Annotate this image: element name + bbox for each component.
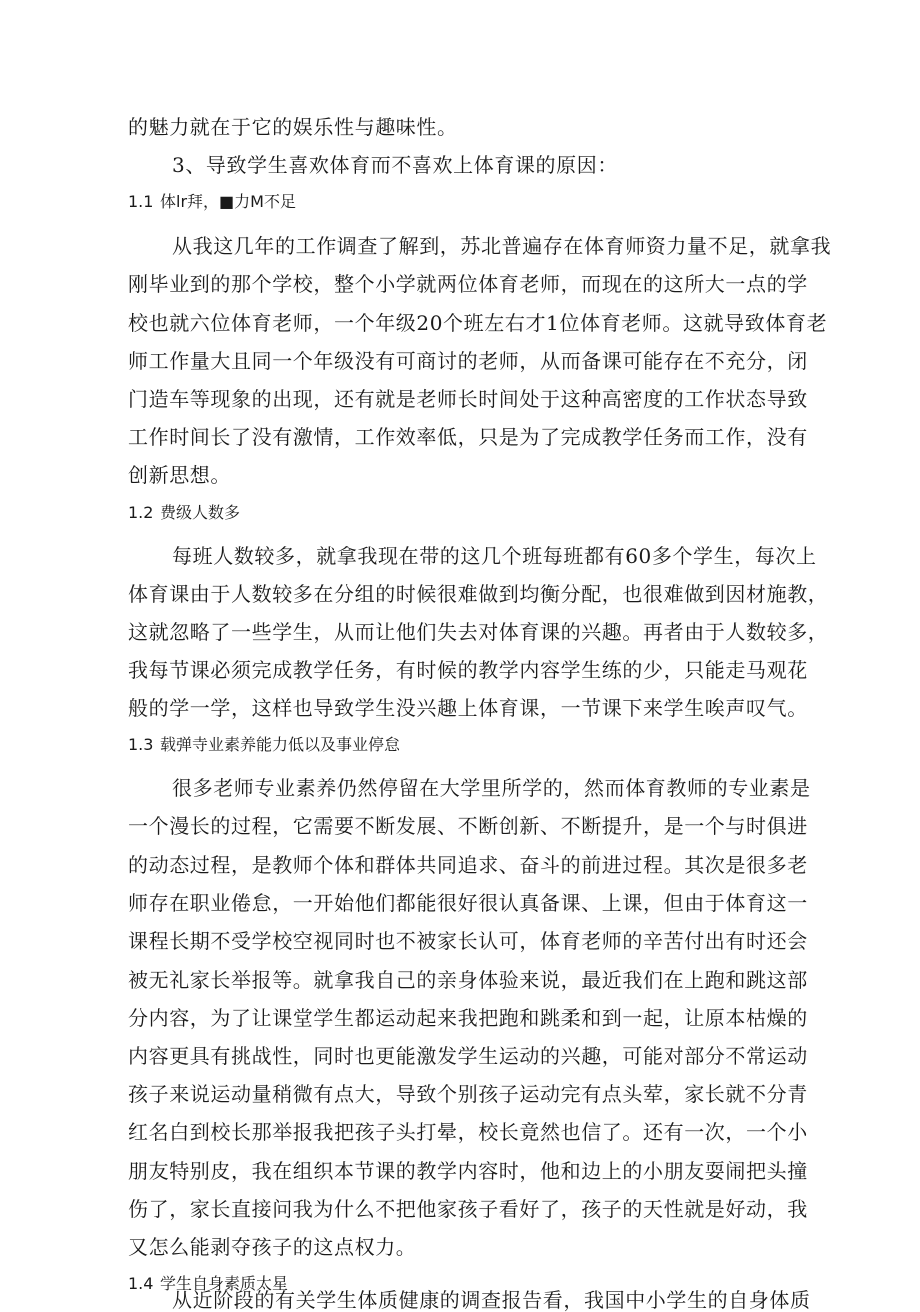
- paragraph-line: 红名白到校长那举报我把孩子头打晕，校长竟然也信了。还有一次，一个小: [128, 1120, 808, 1144]
- paragraph-line: 又怎么能剥夺孩子的这点权力。: [128, 1235, 417, 1259]
- section-3-title: 3、导致学生喜欢体育而不喜欢上体育课的原因：: [172, 153, 618, 177]
- heading-number: 1.1: [128, 192, 154, 211]
- heading-1-1: [128, 194, 296, 210]
- paragraph-line: 体育课由于人数较多在分组的时候很难做到均衡分配，也很难做到因材施教，: [128, 582, 829, 606]
- heading-1-3: [128, 737, 400, 753]
- heading-title: 费级人数多: [160, 503, 241, 522]
- paragraph-line: 我每节课必须完成教学任务，有时候的教学内容学生练的少，只能走马观花: [128, 658, 808, 682]
- paragraph-line: 孩子来说运动量稍微有点大，导致个别孩子运动完有点头荤，家长就不分青: [128, 1082, 808, 1106]
- heading-title: 载弹寺业素养能力低以及事业停怠: [160, 735, 401, 754]
- paragraph-line: 师存在职业倦怠，一开始他们都能很好很认真备课、上课，但由于体育这一: [128, 891, 808, 915]
- paragraph-line: 很多老师专业素养仍然停留在大学里所学的，然而体育教师的专业素是: [172, 776, 811, 800]
- paragraph-line: 这就忽略了一些学生，从而让他们失去对体育课的兴趣。再者由于人数较多，: [128, 620, 829, 644]
- paragraph-line: 从近阶段的有关学生体质健康的调查报告看，我国中小学生的自身体质: [172, 1288, 811, 1312]
- intro-line: 的魅力就在于它的娱乐性与趣味性。: [128, 115, 458, 139]
- paragraph-line: 创新思想。: [128, 463, 231, 487]
- paragraph-line: 般的学一学，这样也导致学生没兴趣上体育课，一节课下来学生唉声叹气。: [128, 696, 808, 720]
- heading-number: 1.3: [128, 735, 154, 754]
- paragraph-line: 课程长期不受学校空视同时也不被家长认可，体育老师的辛苦付出有时还会: [128, 929, 808, 953]
- paragraph-line: 刚毕业到的那个学校，整个小学就两位体育老师，而现在的这所大一点的学: [128, 272, 808, 296]
- paragraph-line: 内容更具有挑战性，同时也更能激发学生运动的兴趣，可能对部分不常运动: [128, 1044, 808, 1068]
- heading-title: 体lr拜，■力M不足: [160, 192, 296, 211]
- paragraph-line: 朋友特别皮，我在组织本节课的教学内容时，他和边上的小朋友耍闹把头撞: [128, 1159, 808, 1183]
- paragraph-line: 被无礼家长举报等。就拿我自己的亲身体验来说，最近我们在上跑和跳这部: [128, 968, 808, 992]
- heading-number: 1.4: [128, 1274, 154, 1293]
- paragraph-line: 工作时间长了没有激情，工作效率低，只是为了完成教学任务而工作，没有: [128, 425, 808, 449]
- heading-number: 1.2: [128, 503, 154, 522]
- paragraph-line: 每班人数较多，就拿我现在带的这几个班每班都有60多个学生，每次上: [172, 544, 817, 568]
- paragraph-line: 的动态过程，是教师个体和群体共同追求、奋斗的前进过程。其次是很多老: [128, 853, 808, 877]
- heading-1-2: [128, 505, 240, 521]
- heading-title: 学生自身素质太星: [160, 1274, 289, 1293]
- paragraph-line: 从我这几年的工作调查了解到，苏北普遍存在体育师资力量不足，就拿我: [172, 234, 832, 258]
- paragraph-line: 师工作量大且同一个年级没有可商讨的老师，从而备课可能存在不充分，闭: [128, 349, 808, 373]
- paragraph-line: 分内容，为了让课堂学生都运动起来我把跑和跳柔和到一起，让原本枯燥的: [128, 1006, 808, 1030]
- paragraph-line: 门造车等现象的出现，还有就是老师长时间处于这种高密度的工作状态导致: [128, 387, 808, 411]
- paragraph-line: 校也就六位体育老师，一个年级20个班左右才1位体育老师。这就导致体育老: [128, 311, 828, 335]
- paragraph-line: 伤了，家长直接问我为什么不把他家孩子看好了，孩子的天性就是好动，我: [128, 1197, 808, 1221]
- paragraph-line: 一个漫长的过程，它需要不断发展、不断创新、不断提升，是一个与时俱进: [128, 814, 808, 838]
